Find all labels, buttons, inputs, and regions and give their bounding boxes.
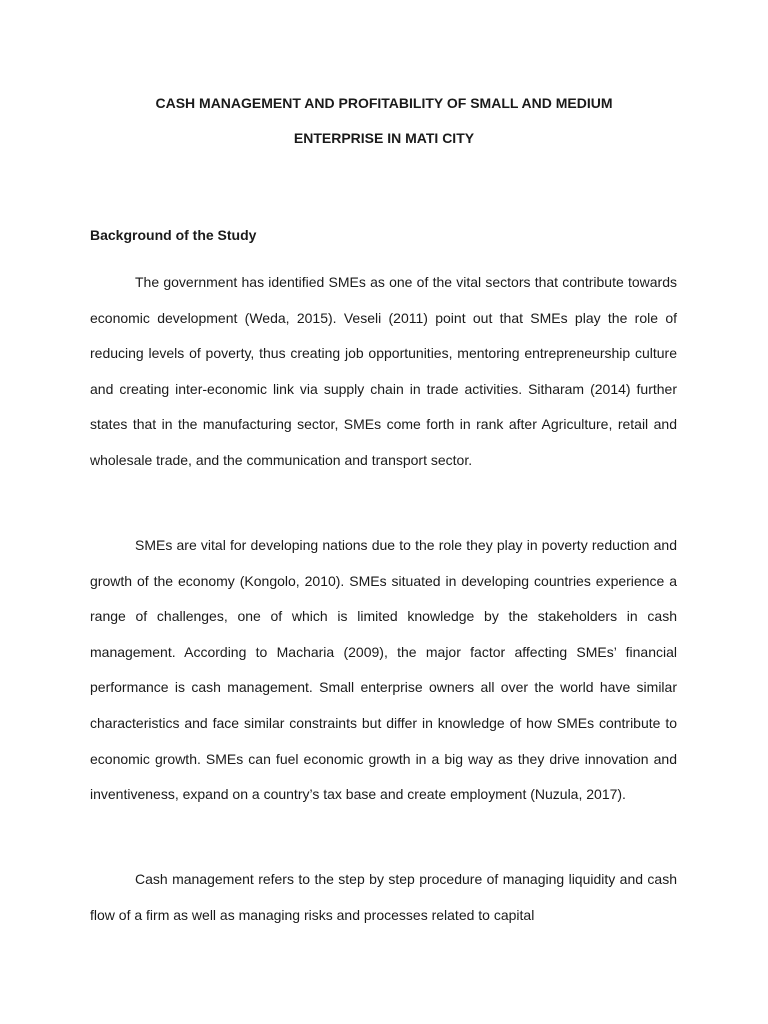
document-title-line-2: ENTERPRISE IN MATI CITY (293, 130, 475, 146)
document-title-line-1: CASH MANAGEMENT AND PROFITABILITY OF SMALL AND MEDIUM (155, 95, 613, 111)
paragraph-3: Cash management refers to the step by step procedure of managing liquidity and cash flow of a firm as well as managing risks and processes related to capital (90, 871, 677, 923)
paragraph-1: The government has identified SMEs as one of the vital sectors that contribute towards economic development (Weda, 2015). Veseli (2011) point out that SMEs play the role of reducing levels of poverty, thus creating job opportunities, mentoring entrepreneurship culture and creating inter-economic link via supply chain in trade activities. Sitharam (2014) further states that in the manufacturing sector, SMEs come forth in rank after Agriculture, retail and wholesale trade, and the communication and transport sector. (90, 274, 677, 468)
section-heading: Background of the Study (90, 227, 257, 243)
paragraph-2: SMEs are vital for developing nations due to the role they play in poverty reduction and growth of the economy (Kongolo, 2010). SMEs situated in developing countries experience a range of challenges, one of which is limited knowledge by the stakeholders in cash management. According to Macharia (2009), the major factor affecting SMEs’ financial performance is cash management. Small enterprise owners all over the world have similar characteristics and face similar constraints but differ in knowledge of how SMEs contribute to economic growth. SMEs can fuel economic growth in a big way as they drive innovation and inventiveness, expand on a country’s tax base and create employment (Nuzula, 2017). (90, 537, 677, 803)
